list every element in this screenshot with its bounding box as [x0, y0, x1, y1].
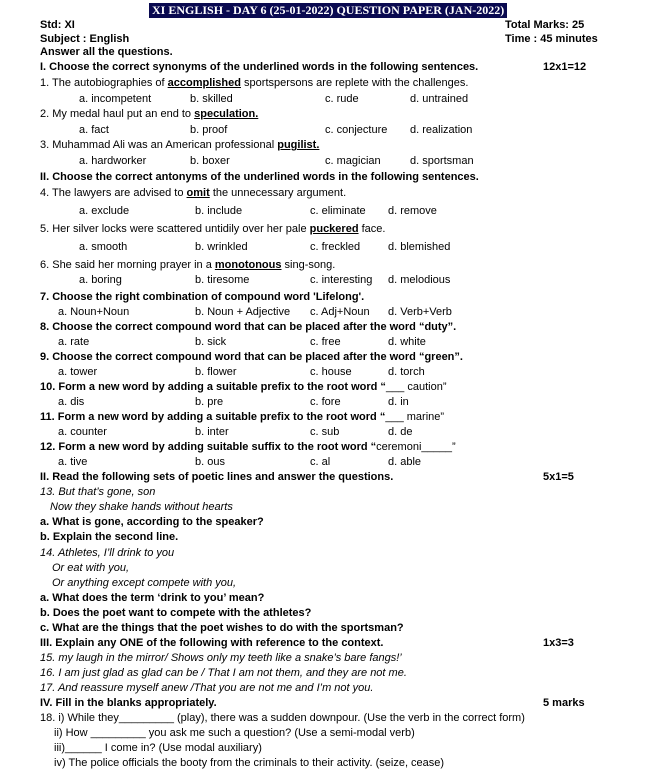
q3-option-c: c. magician [325, 155, 381, 167]
section-2-heading: II. Choose the correct antonyms of the underlined words in the following sentences. [40, 171, 479, 183]
section-1-heading: I. Choose the correct synonyms of the underlined words in the following sentences. [40, 61, 479, 73]
q12-option-b: b. ous [195, 456, 225, 468]
question-13b: b. Explain the second line. [40, 531, 179, 543]
q6-option-d: d. melodious [388, 274, 451, 286]
q6-option-c: c. interesting [310, 274, 373, 286]
question-6: 6. She said her morning prayer in a monotonous sing-song. [40, 259, 336, 271]
q12-option-a: a. tive [58, 456, 88, 468]
q11-option-d: d. de [388, 426, 413, 438]
q5-option-d: d. blemished [388, 241, 451, 253]
question-1: 1. The autobiographies of accomplished sportspersons are replete with the challenges. [40, 77, 469, 89]
section-1-marks: 12x1=12 [543, 61, 587, 73]
question-9: 9. Choose the correct compound word that can be placed after the word “green”. [40, 351, 463, 363]
q10-option-b: b. pre [195, 396, 224, 408]
q1-option-d: d. untrained [410, 93, 469, 105]
section-3-heading: II. Read the following sets of poetic lines and answer the questions. [40, 471, 394, 483]
poem-13-line-1: 13. But that’s gone, son [40, 486, 156, 498]
q3-option-d: d. sportsman [410, 155, 474, 167]
q2-option-b: b. proof [190, 124, 228, 136]
q4-option-c: c. eliminate [310, 205, 366, 217]
std-label: Std: XI [40, 19, 75, 31]
q2-option-d: d. realization [410, 124, 473, 136]
question-14b: b. Does the poet want to compete with the athletes? [40, 607, 312, 619]
subject-label: Subject : English [40, 33, 130, 45]
q8-option-c: c. free [310, 336, 341, 348]
q12-option-d: d. able [388, 456, 422, 468]
question-3: 3. Muhammad Ali was an American professional pugilist. [40, 139, 320, 151]
question-10: 10. Form a new word by adding a suitable prefix to the root word “___ caution” [40, 381, 447, 393]
q6-option-a: a. boring [79, 274, 122, 286]
q1-option-c: c. rude [325, 93, 359, 105]
q8-option-a: a. rate [58, 336, 90, 348]
q9-option-b: b. flower [195, 366, 237, 378]
question-2: 2. My medal haul put an end to speculation. [40, 108, 259, 120]
q10-option-a: a. dis [58, 396, 85, 408]
q10-option-c: c. fore [310, 396, 341, 408]
question-12: 12. Form a new word by adding suitable suffix to the root word “ceremoni_____” [40, 441, 456, 453]
fill-18-iv: iv) The police officials the booty from the criminals to their activity. (seize, cease) [54, 757, 445, 769]
section-5-heading: IV. Fill in the blanks appropriately. [40, 697, 217, 709]
question-14c: c. What are the things that the poet wishes to do with the sportsman? [40, 622, 404, 634]
question-8: 8. Choose the correct compound word that can be placed after the word “duty”. [40, 321, 457, 333]
q1-option-b: b. skilled [190, 93, 233, 105]
poem-14-line-1: 14. Athletes, I’ll drink to you [40, 547, 175, 559]
question-13a: a. What is gone, according to the speaker? [40, 516, 264, 528]
q4-option-d: d. remove [388, 205, 437, 217]
reference-15: 15. my laugh in the mirror/ Shows only my teeth like a snake’s bare fangs!’ [40, 652, 402, 664]
question-5: 5. Her silver locks were scattered untidily over her pale puckered face. [40, 223, 386, 235]
q4-option-b: b. include [195, 205, 243, 217]
question-14a: a. What does the term ‘drink to you’ mean? [40, 592, 265, 604]
paper-title: XI ENGLISH - DAY 6 (25-01-2022) QUESTION PAPER (JAN-2022) [149, 3, 507, 18]
q3-option-b: b. boxer [190, 155, 230, 167]
q10-option-d: d. in [388, 396, 409, 408]
q5-option-b: b. wrinkled [195, 241, 248, 253]
q11-option-b: b. inter [195, 426, 229, 438]
instruction: Answer all the questions. [40, 46, 173, 58]
poem-14-line-3: Or anything except compete with you, [52, 577, 237, 589]
section-3-marks: 5x1=5 [543, 471, 574, 483]
q7-option-c: c. Adj+Noun [310, 306, 370, 318]
q1-option-a: a. incompetent [79, 93, 152, 105]
question-4: 4. The lawyers are advised to omit the unnecessary argument. [40, 187, 347, 199]
q11-option-c: c. sub [310, 426, 340, 438]
poem-14-line-2: Or eat with you, [52, 562, 130, 574]
section-4-heading: III. Explain any ONE of the following with reference to the context. [40, 637, 384, 649]
reference-16: 16. I am just glad as glad can be / That I am not them, and they are not me. [40, 667, 407, 679]
reference-17: 17. And reassure myself anew /That you are not me and I’m not you. [40, 682, 374, 694]
q2-option-c: c. conjecture [325, 124, 388, 136]
q11-option-a: a. counter [58, 426, 107, 438]
fill-18-ii: ii) How _________ you ask me such a question? (Use a semi-modal verb) [54, 727, 415, 739]
q5-option-a: a. smooth [79, 241, 128, 253]
q9-option-c: c. house [310, 366, 352, 378]
q12-option-c: c. al [310, 456, 331, 468]
poem-13-line-2: Now they shake hands without hearts [50, 501, 233, 513]
q8-option-b: b. sick [195, 336, 227, 348]
time-label: Time : 45 minutes [505, 33, 598, 45]
q6-option-b: b. tiresome [195, 274, 250, 286]
q8-option-d: d. white [388, 336, 426, 348]
fill-18-iii: iii)______ I come in? (Use modal auxiliary) [54, 742, 262, 754]
q7-option-d: d. Verb+Verb [388, 306, 452, 318]
question-11: 11. Form a new word by adding a suitable prefix to the root word “___ marine” [40, 411, 445, 423]
q5-option-c: c. freckled [310, 241, 361, 253]
q3-option-a: a. hardworker [79, 155, 147, 167]
q7-option-a: a. Noun+Noun [58, 306, 130, 318]
q4-option-a: a. exclude [79, 205, 130, 217]
fill-18-i: 18. i) While they_________ (play), there was a sudden downpour. (Use the verb in the correct form) [40, 712, 525, 724]
total-marks: Total Marks: 25 [505, 19, 585, 31]
q9-option-d: d. torch [388, 366, 425, 378]
section-4-marks: 1x3=3 [543, 637, 574, 649]
section-5-marks: 5 marks [543, 697, 585, 709]
q7-option-b: b. Noun + Adjective [195, 306, 291, 318]
question-7: 7. Choose the right combination of compound word 'Lifelong'. [40, 291, 365, 303]
q9-option-a: a. tower [58, 366, 98, 378]
q2-option-a: a. fact [79, 124, 109, 136]
